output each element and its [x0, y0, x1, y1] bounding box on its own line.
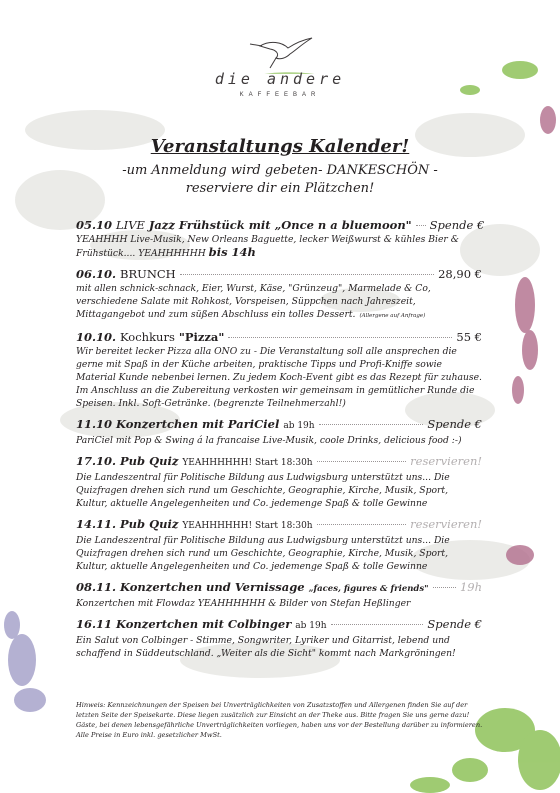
event-title: Pub Quiz — [120, 454, 179, 468]
event-title: Pub Quiz — [120, 517, 179, 531]
event-title: Konzertchen mit PariCiel — [116, 417, 280, 431]
event-header — [76, 454, 482, 471]
event-list — [76, 218, 485, 667]
event-item — [76, 218, 485, 260]
event-item — [76, 580, 482, 610]
event-header — [76, 330, 482, 345]
event-title: BRUNCH — [120, 267, 176, 281]
event-header — [76, 517, 482, 534]
leader-dots — [319, 424, 424, 425]
page-title: Veranstaltungs Kalender! — [150, 136, 410, 157]
event-description-text: mit allen schnick-schnack, Eier, Wurst, Käse, "Grünzeug", Marmelade & Co, verschiedene Salate mit Rohkost, Vorspeisen, Süppchen nach Jahreszeit, Mittagangebot und zum süßen Abschluss ein tolles Dessert. — [76, 283, 431, 320]
event-title: Konzertchen mit Colbinger — [116, 617, 292, 631]
leader-dots — [180, 274, 434, 275]
event-description — [76, 233, 482, 260]
event-price: reservieren! — [410, 454, 482, 468]
event-price: Spende € — [429, 218, 485, 232]
event-time: YEAHHHHHH! Start 18:30h — [182, 458, 313, 468]
event-time: YEAHHHHHH! Start 18:30h — [182, 521, 313, 531]
event-description: PariCiel mit Pop & Swing á la francaise Live-Musik, coole Drinks, delicious food :-) — [76, 435, 462, 446]
leader-dots — [228, 337, 452, 338]
logo-subtitle: KAFFEEBAR — [239, 92, 321, 98]
event-header — [76, 267, 482, 282]
subtitle-line-2: reserviere dir ein Plätzchen! — [185, 181, 375, 196]
event-date: 10.10. — [76, 330, 117, 344]
event-description: Ein Salut von Colbinger - Stimme, Songwriter, Lyriker und Gitarrist, lebend und schaffend in Süddeutschland. „Weiter als die Sicht" kommt nach Markgröningen! — [76, 635, 456, 659]
leader-dots — [416, 225, 426, 226]
event-description-emphasis: bis 14h — [208, 245, 256, 259]
event-time: ab 19h — [295, 621, 327, 631]
event-description-text: YEAHHHH Live-Musik, New Orleans Baguette, lecker Weißwurst & kühles Bier & Frühstück.... YEAHHHHHH — [76, 234, 459, 259]
logo-name: die andere — [214, 70, 346, 88]
hummingbird-icon — [190, 34, 370, 74]
event-description: Die Landeszentral für Politische Bildung aus Ludwigsburg unterstützt uns... Die Quizfragen drehen sich rund um Geschichte, Geographie, Kirche, Musik, Sport, Kultur, aktuelle Angelegenheiten und Co. jedemenge Spaß & tolle Gewinne — [76, 535, 450, 572]
event-date: 17.10. — [76, 454, 117, 468]
event-header — [76, 417, 482, 434]
event-description: Wir bereitet lecker Pizza alla ONO zu - Die Veranstaltung soll alle ansprechen die gerne mit Spaß in der Küche arbeiten, praktische Tipps und Profi-Kniffe sowie Material Kunde nebenbei lernen. Zu jedem Koch-Event gibt es das Rezept für zuhause. Im Anschluss an die Zubereitung verkosten wir gemeinsam in gemütlicher Runde die Speisen. Inkl. Soft-Getränke. (begrenzte Teilnehmerzahl!) — [76, 346, 482, 409]
event-price: 55 € — [456, 330, 482, 344]
event-item — [76, 517, 482, 573]
event-item — [76, 617, 482, 660]
leader-dots — [433, 587, 456, 588]
subtitle-line-1: -um Anmeldung wird gebeten- DANKESCHÖN - — [122, 163, 438, 178]
event-header — [76, 580, 482, 597]
event-date: 05.10 — [76, 218, 113, 232]
event-item — [76, 330, 482, 410]
event-title: "Pizza" — [178, 330, 225, 344]
event-header — [76, 617, 482, 634]
event-date: 06.10. — [76, 267, 117, 281]
event-title: Konzertchen und Vernissage — [120, 580, 305, 594]
allergen-note: (Allergene auf Anfrage) — [359, 313, 426, 319]
event-item — [76, 454, 482, 510]
event-header — [76, 218, 485, 233]
leader-dots — [331, 624, 424, 625]
event-tag: Kochkurs — [120, 330, 175, 344]
event-tag: LIVE — [116, 218, 145, 232]
event-subtitle: „faces, figures & friends" — [308, 584, 429, 594]
event-item — [76, 417, 482, 447]
leader-dots — [317, 461, 407, 462]
cafe-logo — [190, 34, 370, 104]
event-price: Spende € — [427, 417, 482, 431]
event-item — [76, 267, 482, 323]
leader-dots — [317, 524, 407, 525]
page-subtitle — [0, 162, 560, 198]
allergen-footnote: Hinweis: Kennzeichnungen der Speisen bei Unverträglichkeiten von Zusatzstoffen und Allergenen finden Sie auf der letzten Seite der Speisekarte. Diese liegen zusätzlich zur Einsicht an der Theke aus. Bitte fragen Sie uns gerne dazu! Gäste, bei denen lebensgefährliche Unverträglichkeiten vorliegen, haben uns vor der Bestellung darüber zu informieren. Alle Preise in Euro inkl. gesetzlicher MwSt. — [76, 701, 483, 739]
event-date: 08.11. — [76, 580, 117, 594]
event-price: Spende € — [427, 617, 482, 631]
event-date: 14.11. — [76, 517, 117, 531]
event-description — [76, 282, 482, 323]
event-price: reservieren! — [410, 517, 482, 531]
event-date: 16.11 — [76, 617, 113, 631]
event-date: 11.10 — [76, 417, 113, 431]
event-price: 28,90 € — [438, 267, 482, 281]
event-description: Die Landeszentral für Politische Bildung aus Ludwigsburg unterstützt uns... Die Quizfragen drehen sich rund um Geschichte, Geographie, Kirche, Musik, Sport, Kultur, aktuelle Angelegenheiten und Co. jedemenge Spaß & tolle Gewinne — [76, 472, 450, 509]
event-time: ab 19h — [283, 421, 315, 431]
event-description: Konzertchen mit Flowdaz YEAHHHHHH & Bilder von Stefan Heßlinger — [76, 598, 411, 609]
event-title: Jazz Frühstück mit „Once n a bluemoon" — [148, 218, 412, 232]
event-price: 19h — [459, 580, 482, 594]
